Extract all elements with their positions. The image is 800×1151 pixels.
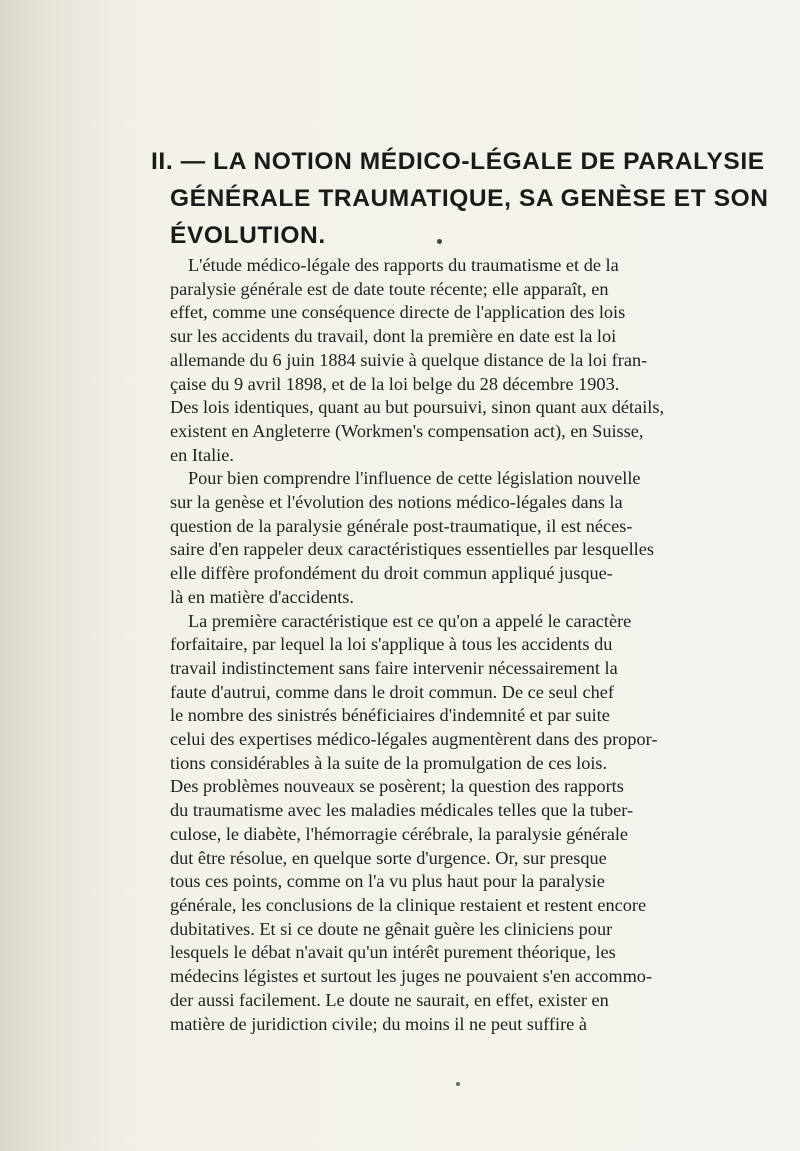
text-line: matière de juridiction civile; du moins il ne peut suffire à: [170, 1013, 587, 1034]
text-line: der aussi facilement. Le doute ne saurait, en effet, exister en: [170, 989, 609, 1010]
text-line: La première caractéristique est ce qu'on a appelé le caractère: [188, 610, 632, 631]
text-line: sur les accidents du travail, dont la première en date est la loi: [170, 326, 617, 347]
text-line: question de la paralysie générale post-traumatique, il est néces-: [170, 515, 633, 536]
text-line: sur la genèse et l'évolution des notions médico-légales dans la: [170, 492, 623, 513]
text-line: dut être résolue, en quelque sorte d'urgence. Or, sur presque: [170, 847, 607, 868]
text-line: effet, comme une conséquence directe de l'application des lois: [170, 302, 626, 323]
body-text: [170, 254, 750, 1036]
text-line: médecins légistes et surtout les juges ne pouvaient s'en accommo-: [170, 966, 653, 987]
text-line: dubitatives. Et si ce doute ne gênait guère les cliniciens pour: [170, 918, 613, 939]
text-line: Des problèmes nouveaux se posèrent; la question des rapports: [170, 776, 624, 797]
text-line: elle diffère profondément du droit commun appliqué jusque-: [170, 563, 613, 584]
text-line: du traumatisme avec les maladies médicales telles que la tuber-: [170, 800, 634, 821]
text-line: culose, le diabète, l'hémorragie cérébrale, la paralysie générale: [170, 823, 629, 844]
section-heading: [151, 143, 769, 254]
text-line: forfaitaire, par lequel la loi s'applique à tous les accidents du: [170, 634, 613, 655]
bullet-dot: [437, 239, 442, 244]
heading-line-3: ÉVOLUTION.: [170, 222, 326, 249]
text-line: lesquels le débat n'avait qu'un intérêt purement théorique, les: [170, 942, 616, 963]
page-mark: [456, 1082, 460, 1086]
text-line: celui des expertises médico-légales augmentèrent dans des propor-: [170, 729, 658, 750]
text-line: Pour bien comprendre l'influence de cette législation nouvelle: [188, 468, 641, 489]
text-line: allemande du 6 juin 1884 suivie à quelque distance de la loi fran-: [170, 349, 648, 370]
text-line: générale, les conclusions de la clinique restaient et restent encore: [170, 894, 647, 915]
text-line: le nombre des sinistrés bénéficiaires d'indemnité et par suite: [170, 705, 610, 726]
text-line: paralysie générale est de date toute récente; elle apparaît, en: [170, 278, 609, 299]
text-line: tous ces points, comme on l'a vu plus haut pour la paralysie: [170, 871, 605, 892]
heading-line-2: GÉNÉRALE TRAUMATIQUE, SA GENÈSE ET SON: [170, 185, 769, 212]
text-line: L'étude médico-légale des rapports du traumatisme et de la: [188, 255, 619, 275]
text-line: en Italie.: [170, 444, 234, 465]
text-line: travail indistinctement sans faire intervenir nécessairement la: [170, 657, 618, 678]
text-line: çaise du 9 avril 1898, et de la loi belge du 28 décembre 1903.: [170, 373, 620, 394]
text-line: là en matière d'accidents.: [170, 586, 354, 607]
text-line: Des lois identiques, quant au but poursuivi, sinon quant aux détails,: [170, 397, 665, 418]
text-line: saire d'en rappeler deux caractéristiques essentielles par lesquelles: [170, 539, 654, 560]
text-line: faute d'autrui, comme dans le droit commun. De ce seul chef: [170, 681, 614, 702]
heading-line-1: II. — LA NOTION MÉDICO-LÉGALE DE PARALYSIE: [151, 148, 765, 175]
text-line: existent en Angleterre (Workmen's compensation act), en Suisse,: [170, 420, 644, 441]
text-line: tions considérables à la suite de la promulgation de ces lois.: [170, 752, 608, 773]
